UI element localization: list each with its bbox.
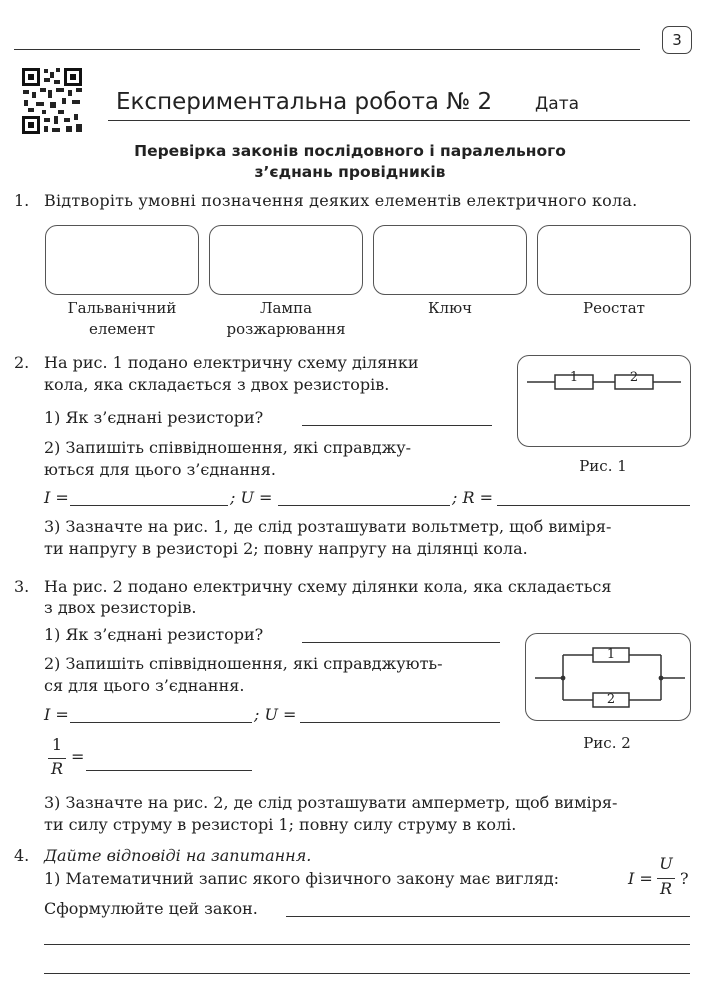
q3-fraction-answer[interactable] bbox=[86, 770, 252, 771]
caption-lamp: Лампа розжарювання bbox=[226, 299, 346, 338]
drawing-box-lamp[interactable] bbox=[209, 225, 363, 295]
header-rule bbox=[108, 120, 690, 121]
q4-answer-line-2[interactable] bbox=[44, 944, 690, 945]
q3-fraction-denominator: R bbox=[50, 759, 64, 778]
q1-text: Відтворіть умовні позначення деяких елементів електричного кола. bbox=[44, 191, 638, 210]
date-label: Дата bbox=[535, 94, 580, 114]
q2-number: 2. bbox=[14, 353, 30, 372]
page-title: Експериментальна робота № 2 bbox=[116, 89, 493, 115]
q3-line2: з двох резисторів. bbox=[44, 598, 197, 617]
drawing-box-galvanic[interactable] bbox=[45, 225, 199, 295]
q4-formula-question: ? bbox=[680, 869, 689, 888]
q3-number: 3. bbox=[14, 577, 30, 596]
caption-key: Ключ bbox=[427, 299, 473, 317]
q4-formula-lhs: I = bbox=[628, 869, 653, 888]
q3-sub3-line1: 3) Зазначте на рис. 2, де слід розташувати амперметр, щоб виміря- bbox=[44, 793, 618, 812]
q3-u-label: ; U = bbox=[254, 705, 297, 724]
q2-sub2-line1: 2) Запишіть співвідношення, які справджу- bbox=[44, 438, 412, 457]
q3-fraction-numerator: 1 bbox=[51, 735, 63, 754]
subtitle-line2: з’єднань провідників bbox=[254, 163, 446, 181]
q4-formula-denominator: R bbox=[659, 879, 673, 898]
q2-r-label: ; R = bbox=[452, 488, 494, 507]
figure-1-circuit bbox=[517, 355, 691, 447]
q3-sub1-answer[interactable] bbox=[302, 642, 500, 643]
q1-number: 1. bbox=[14, 191, 30, 210]
subtitle-line1: Перевірка законів послідовного і паралельного bbox=[134, 142, 566, 160]
q3-line1: На рис. 2 подано електричну схему ділянки кола, яка складається bbox=[44, 577, 612, 596]
q4-number: 4. bbox=[14, 846, 30, 865]
q2-u-answer[interactable] bbox=[278, 505, 450, 506]
q3-sub1: 1) Як з’єднані резистори? bbox=[44, 625, 264, 644]
caption-rheostat: Реостат bbox=[583, 299, 645, 317]
q2-r-answer[interactable] bbox=[497, 505, 690, 506]
q2-sub2-line2: ються для цього з’єднання. bbox=[44, 460, 276, 479]
figure-2-resistor-1: 1 bbox=[606, 647, 616, 662]
q4-formula-numerator: U bbox=[659, 854, 673, 873]
q4-answer-line-3[interactable] bbox=[44, 973, 690, 974]
figure-2-resistor-2: 2 bbox=[606, 692, 616, 707]
caption-galvanic: Гальванічний елемент bbox=[67, 299, 177, 338]
drawing-box-rheostat[interactable] bbox=[537, 225, 691, 295]
q4-sub1: 1) Математичний запис якого фізичного закону має вигляд: bbox=[44, 869, 560, 888]
q2-line2: кола, яка складається з двох резисторів. bbox=[44, 375, 390, 394]
q2-sub1: 1) Як з’єднані резистори? bbox=[44, 408, 264, 427]
q2-sub3-line1: 3) Зазначте на рис. 1, де слід розташувати вольтметр, щоб виміря- bbox=[44, 517, 612, 536]
figure-1-caption: Рис. 1 bbox=[579, 457, 627, 475]
q3-sub2-line2: ся для цього з’єднання. bbox=[44, 676, 245, 695]
q3-sub3-line2: ти силу струму в резисторі 1; повну силу струму в колі. bbox=[44, 815, 517, 834]
page-number: 3 bbox=[662, 26, 692, 54]
q4-formulate-label: Сформулюйте цей закон. bbox=[44, 899, 258, 918]
q2-line1: На рис. 1 подано електричну схему ділянки bbox=[44, 353, 419, 372]
q3-i-answer[interactable] bbox=[70, 722, 252, 723]
q2-sub1-answer[interactable] bbox=[302, 425, 492, 426]
figure-1-resistor-2: 2 bbox=[629, 370, 639, 385]
qr-code bbox=[20, 66, 84, 136]
q3-sub2-line1: 2) Запишіть співвідношення, які справджують- bbox=[44, 654, 443, 673]
q2-i-answer[interactable] bbox=[70, 505, 228, 506]
q2-i-label: I = bbox=[44, 488, 69, 507]
q3-u-answer[interactable] bbox=[300, 722, 500, 723]
figure-1-resistor-1: 1 bbox=[569, 370, 579, 385]
q3-fraction-equals: = bbox=[71, 747, 85, 766]
q2-u-label: ; U = bbox=[230, 488, 273, 507]
top-rule bbox=[14, 49, 640, 50]
q3-i-label: I = bbox=[44, 705, 69, 724]
q4-heading: Дайте відповіді на запитання. bbox=[44, 846, 312, 865]
q4-answer-line-1[interactable] bbox=[286, 916, 690, 917]
figure-2-caption: Рис. 2 bbox=[583, 734, 631, 752]
q2-sub3-line2: ти напругу в резисторі 2; повну напругу на ділянці кола. bbox=[44, 539, 528, 558]
drawing-box-key[interactable] bbox=[373, 225, 527, 295]
